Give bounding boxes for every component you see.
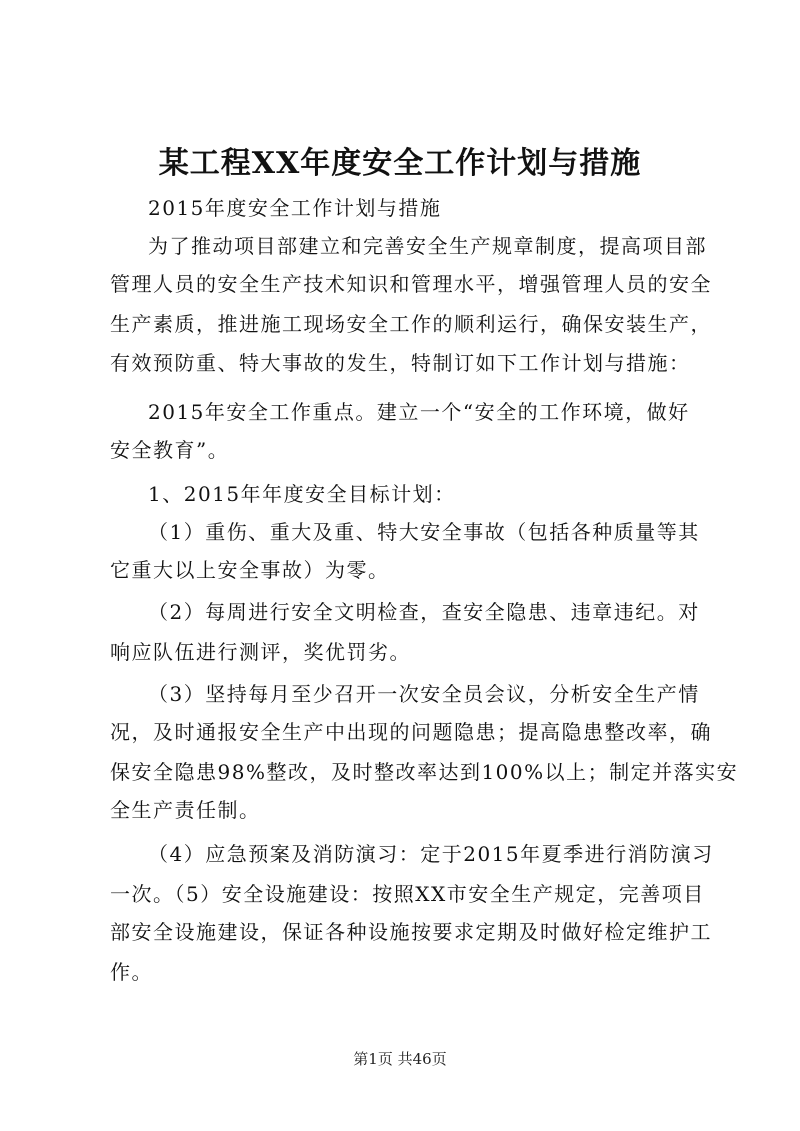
paragraph-line: 响应队伍进行测评，奖优罚劣。 — [110, 640, 411, 664]
paragraph-line: 部安全设施建设，保证各种设施按要求定期及时做好检定维护工 — [110, 920, 712, 944]
paragraph-line: 安全教育”。 — [110, 438, 230, 462]
paragraph-line: 它重大以上安全事故）为零。 — [110, 558, 390, 582]
paragraph-line: 生产素质，推进施工现场安全工作的顺利运行，确保安装生产， — [110, 312, 712, 336]
subtitle-line: 2015年度安全工作计划与措施 — [148, 196, 442, 220]
paragraph-line: 作。 — [110, 960, 153, 984]
section-heading: 1、2015年年度安全目标计划： — [148, 482, 456, 506]
paragraph-line: 有效预防重、特大事故的发生，特制订如下工作计划与措施： — [110, 351, 691, 375]
page-number: 第1页 共46页 — [353, 1050, 447, 1068]
paragraph-line: 管理人员的安全生产技术知识和管理水平，增强管理人员的安全 — [110, 272, 712, 296]
paragraph-line: 保安全隐患98%整改，及时整改率达到100%以上；制定并落实安 — [110, 760, 739, 784]
paragraph-line: 况，及时通报安全生产中出现的问题隐患；提高隐患整改率，确 — [110, 720, 712, 744]
paragraph-line: （4）应急预案及消防演习：定于2015年夏季进行消防演习 — [148, 842, 714, 866]
paragraph-line: （1）重伤、重大及重、特大安全事故（包括各种质量等其 — [148, 520, 700, 544]
paragraph-line: （3）坚持每月至少召开一次安全员会议，分析安全生产情 — [148, 682, 700, 706]
paragraph-line: （2）每周进行安全文明检查，查安全隐患、违章违纪。对 — [148, 600, 700, 624]
paragraph-line: 一次。（5）安全设施建设：按照XX市安全生产规定，完善项目 — [110, 882, 705, 906]
paragraph-line: 为了推动项目部建立和完善安全生产规章制度，提高项目部 — [148, 234, 707, 258]
document-title: 某工程XX年度安全工作计划与措施 — [158, 146, 642, 181]
paragraph-line: 全生产责任制。 — [110, 798, 261, 822]
paragraph-line: 2015年安全工作重点。建立一个“安全的工作环境，做好 — [148, 400, 690, 424]
